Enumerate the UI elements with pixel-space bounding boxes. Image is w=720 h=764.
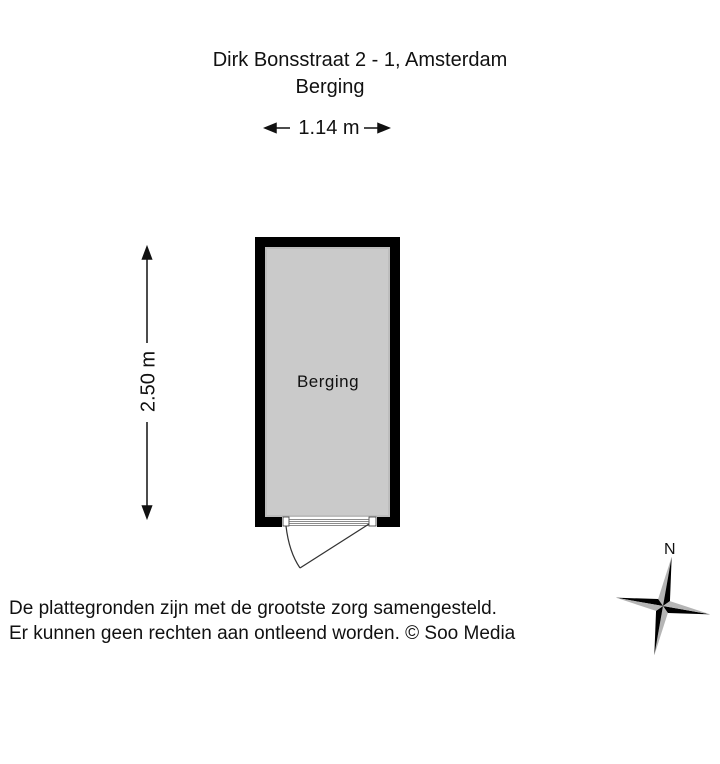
room-label-berging: Berging — [296, 372, 360, 391]
disclaimer-line-2: Er kunnen geen rechten aan ontleend worden. © Soo Media — [9, 623, 516, 644]
width-dimension-arrows — [265, 124, 389, 133]
north-label: N — [664, 541, 676, 558]
disclaimer — [9, 596, 515, 646]
floor-title: Berging — [295, 76, 365, 98]
disclaimer-line-1: De plattegronden zijn met de grootste zorg samengesteld. — [9, 598, 497, 619]
door-leaf — [300, 524, 369, 568]
width-value: 1.14 m — [298, 117, 360, 139]
door-jamb-right — [369, 517, 376, 526]
compass-rose-icon — [607, 548, 719, 663]
length-dimension-label: 2.50 m — [137, 350, 160, 413]
door-swing-arc — [286, 526, 300, 568]
address-title: Dirk Bonsstraat 2 - 1, Amsterdam — [212, 49, 508, 71]
door — [282, 517, 377, 568]
door-jamb-left — [283, 517, 289, 526]
